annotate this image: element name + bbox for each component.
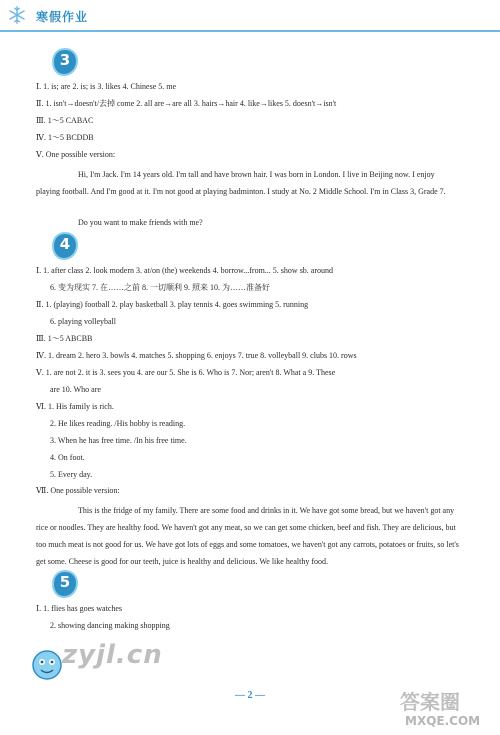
- page-number: — 2 —: [235, 690, 265, 701]
- answer-line: 6. playing volleyball: [50, 317, 116, 326]
- answer-line: Ⅰ. 1. flies has goes watches: [36, 604, 123, 613]
- watermark-right-small: MXQE.COM: [405, 714, 481, 728]
- answer-line: Ⅶ. One possible version:: [36, 486, 120, 495]
- essay-paragraph: Hi, I'm Jack. I'm 14 years old. I'm tall and have brown hair. I was born in London. I live in Beijing now. I enjoy playing football. And I'm good at it. I'm not good at playing badminton. I study at No. 2 Middle School. I'm in Class 3, Grade 7.: [36, 170, 446, 196]
- page-header: [0, 0, 500, 30]
- section-number: 4: [59, 235, 71, 253]
- essay-paragraph: This is the fridge of my family. There are some food and drinks in it. We have got some bread, but we haven't got any rice or noodles. They are healthy food. We haven't got any meat, so we can get some chicken, beef and fish. They are delicious, but too much meat is not good for us. We have got lots of eggs and some tomatoes, we haven't got any carrots, potatoes or fruits, so let's get some. Cheese is good for our teeth, juice is healthy and delicious. We like healthy food.: [36, 506, 459, 566]
- watermark-right: 答案圈: [400, 690, 460, 714]
- answer-line: are 10. Who are: [50, 385, 101, 394]
- answer-line: 4. On foot.: [50, 453, 85, 462]
- answer-line: 3. When he has free time. /In his free time.: [50, 436, 187, 445]
- answer-line: Ⅳ. 1. dream 2. hero 3. bowls 4. matches 5. shopping 6. enjoys 7. true 8. volleyball 9. clubs 10. rows: [36, 351, 357, 360]
- answer-line: 5. Every day.: [50, 470, 93, 479]
- essay-paragraph: Do you want to make friends with me?: [78, 218, 203, 227]
- answer-line: Ⅴ. One possible version:: [36, 150, 116, 159]
- answer-line: Ⅲ. 1～5 CABAC: [36, 116, 94, 125]
- header-title: 寒假作业: [36, 10, 89, 24]
- answer-line: Ⅲ. 1～5 ABCBB: [36, 334, 93, 343]
- answer-line: Ⅰ. 1. after class 2. look modern 3. at/on (the) weekends 4. borrow...from... 5. show sb. around: [36, 266, 334, 275]
- header-rule: [0, 30, 500, 32]
- answer-line: Ⅳ. 1～5 BCDDB: [36, 133, 94, 142]
- answer-line: 2. showing dancing making shopping: [50, 621, 170, 630]
- answer-line: 6. 变为现实 7. 在……之前 8. 一切顺利 9. 照来 10. 为……准备好: [50, 283, 270, 292]
- mascot-icon: [30, 648, 64, 682]
- section-number: 5: [59, 573, 71, 591]
- answer-line: Ⅱ. 1. (playing) football 2. play basketball 3. play tennis 4. goes swimming 5. running: [36, 300, 309, 309]
- section-number: 3: [59, 51, 71, 69]
- answer-line: Ⅰ. 1. is; are 2. is; is 3. likes 4. Chinese 5. me: [36, 82, 177, 91]
- snowflake-icon: [8, 6, 26, 24]
- answer-line: Ⅱ. 1. isn't→doesn't/去掉 come 2. all are→are all 3. hairs→hair 4. like→likes 5. doesn't→isn't: [36, 99, 337, 108]
- answer-line: 2. He likes reading. /His hobby is reading.: [50, 419, 186, 428]
- answer-line: Ⅴ. 1. are not 2. it is 3. sees you 4. are our 5. She is 6. Who is 7. Nor; aren't 8. What a 9. These: [36, 368, 336, 377]
- watermark-left: zyjl.cn: [62, 640, 163, 670]
- section-badge-5: [52, 570, 78, 598]
- section-badge-3: [52, 48, 78, 76]
- section-badge-4: [52, 232, 78, 260]
- answer-line: Ⅵ. 1. His family is rich.: [36, 402, 114, 411]
